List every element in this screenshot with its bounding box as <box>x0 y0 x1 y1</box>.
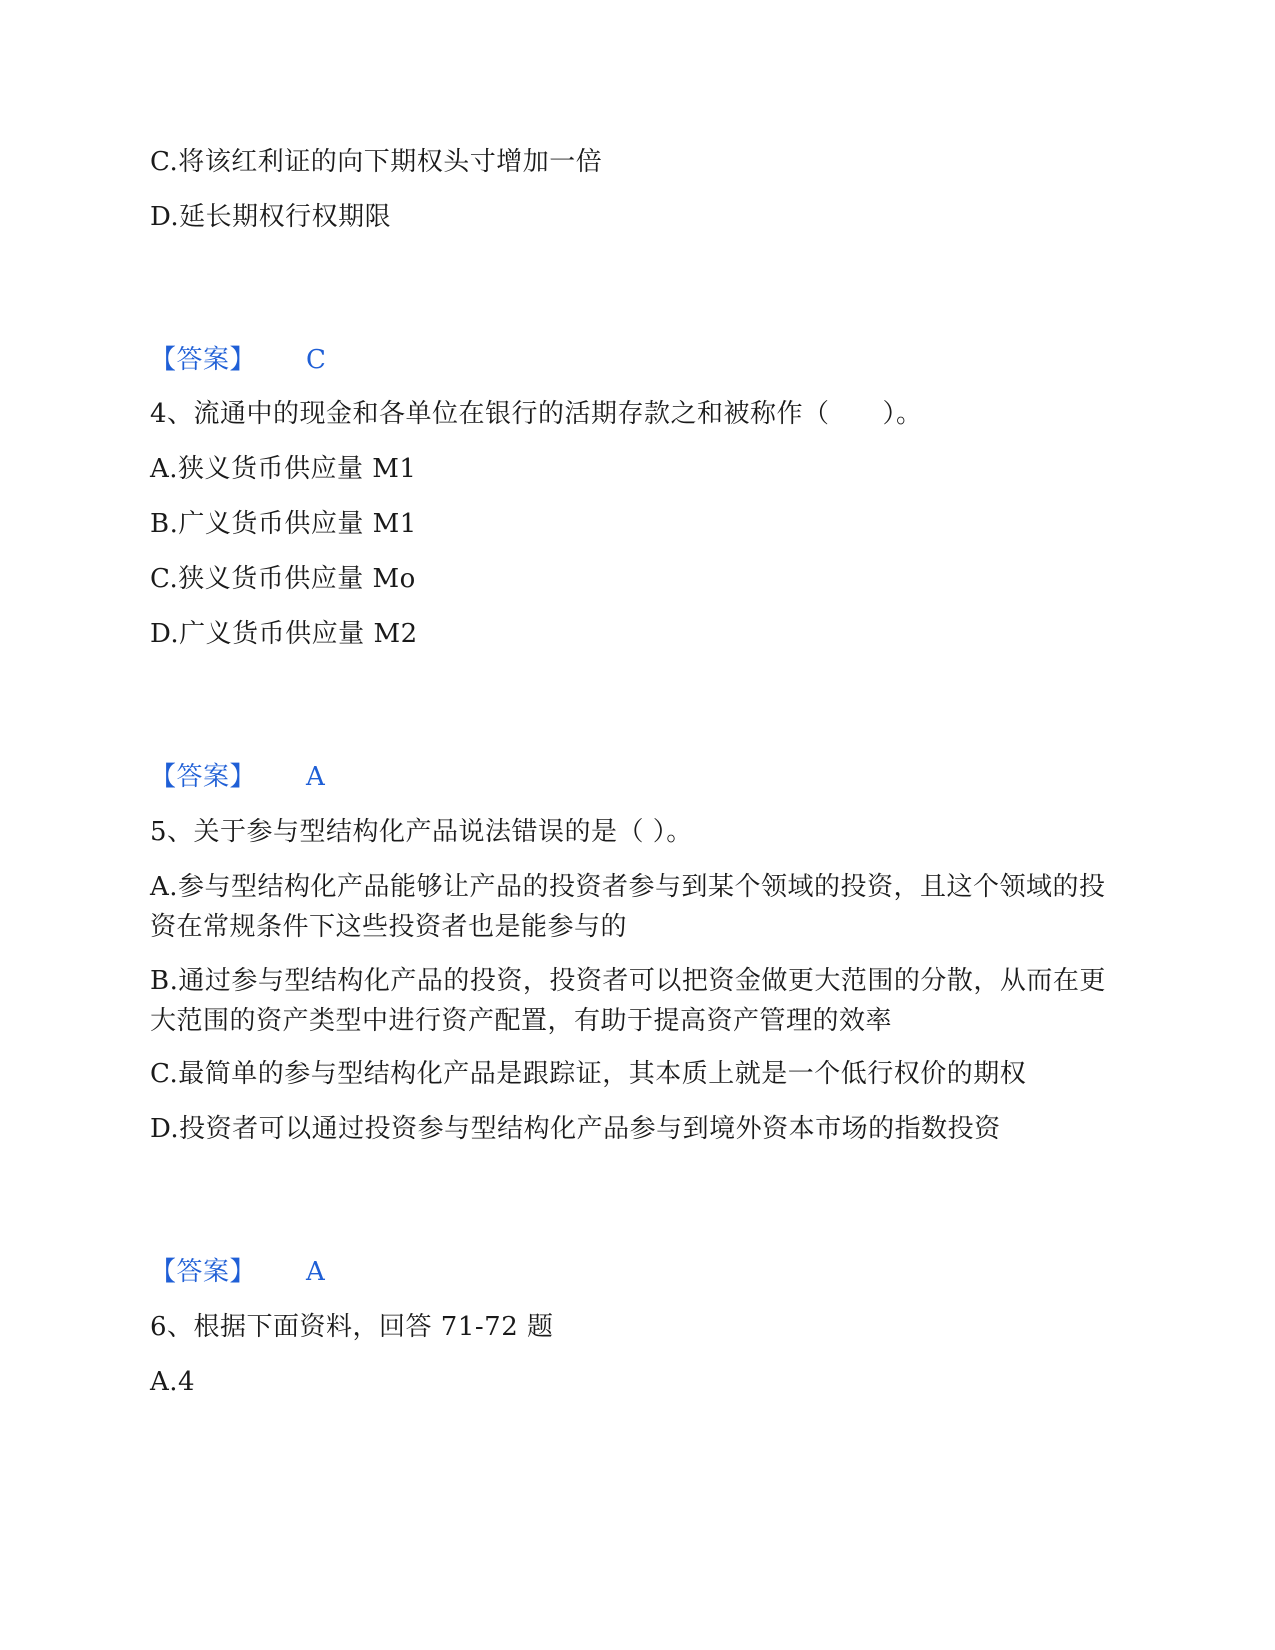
q5-answer <box>150 1255 325 1289</box>
q4-option-b: B.广义货币供应量 M1 <box>150 509 417 539</box>
q5-stem: 5、关于参与型结构化产品说法错误的是（ ）。 <box>150 817 693 847</box>
answer-label: 【答案】 <box>150 762 257 792</box>
q4-stem: 4、流通中的现金和各单位在银行的活期存款之和被称作（ ）。 <box>150 399 923 429</box>
q6-stem: 6、根据下面资料，回答 71-72 题 <box>150 1312 554 1342</box>
q6-option-a: A.4 <box>150 1367 196 1397</box>
answer-label: 【答案】 <box>150 345 257 375</box>
answer-label: 【答案】 <box>150 1257 257 1287</box>
q4-answer <box>150 760 325 794</box>
answer-value: A <box>306 1257 326 1287</box>
q3-answer <box>150 343 326 377</box>
q5-option-c: C.最简单的参与型结构化产品是跟踪证，其本质上就是一个低行权价的期权 <box>150 1059 1027 1089</box>
q5-option-b: B.通过参与型结构化产品的投资，投资者可以把资金做更大范围的分散，从而在更大范围的资产类型中进行资产配置，有助于提高资产管理的效率 <box>150 966 1106 1036</box>
q4-option-c: C.狭义货币供应量 Mo <box>150 564 416 594</box>
answer-value: C <box>306 345 327 375</box>
q3-option-c: C.将该红利证的向下期权头寸增加一倍 <box>150 147 603 177</box>
q5-option-d: D.投资者可以通过投资参与型结构化产品参与到境外资本市场的指数投资 <box>150 1114 1001 1144</box>
q5-option-a: A.参与型结构化产品能够让产品的投资者参与到某个领域的投资，且这个领域的投资在常规条件下这些投资者也是能参与的 <box>150 872 1106 942</box>
q4-option-d: D.广义货币供应量 M2 <box>150 619 418 649</box>
q3-option-d: D.延长期权行权期限 <box>150 202 392 232</box>
q4-option-a: A.狭义货币供应量 M1 <box>150 454 417 484</box>
answer-value: A <box>306 762 326 792</box>
